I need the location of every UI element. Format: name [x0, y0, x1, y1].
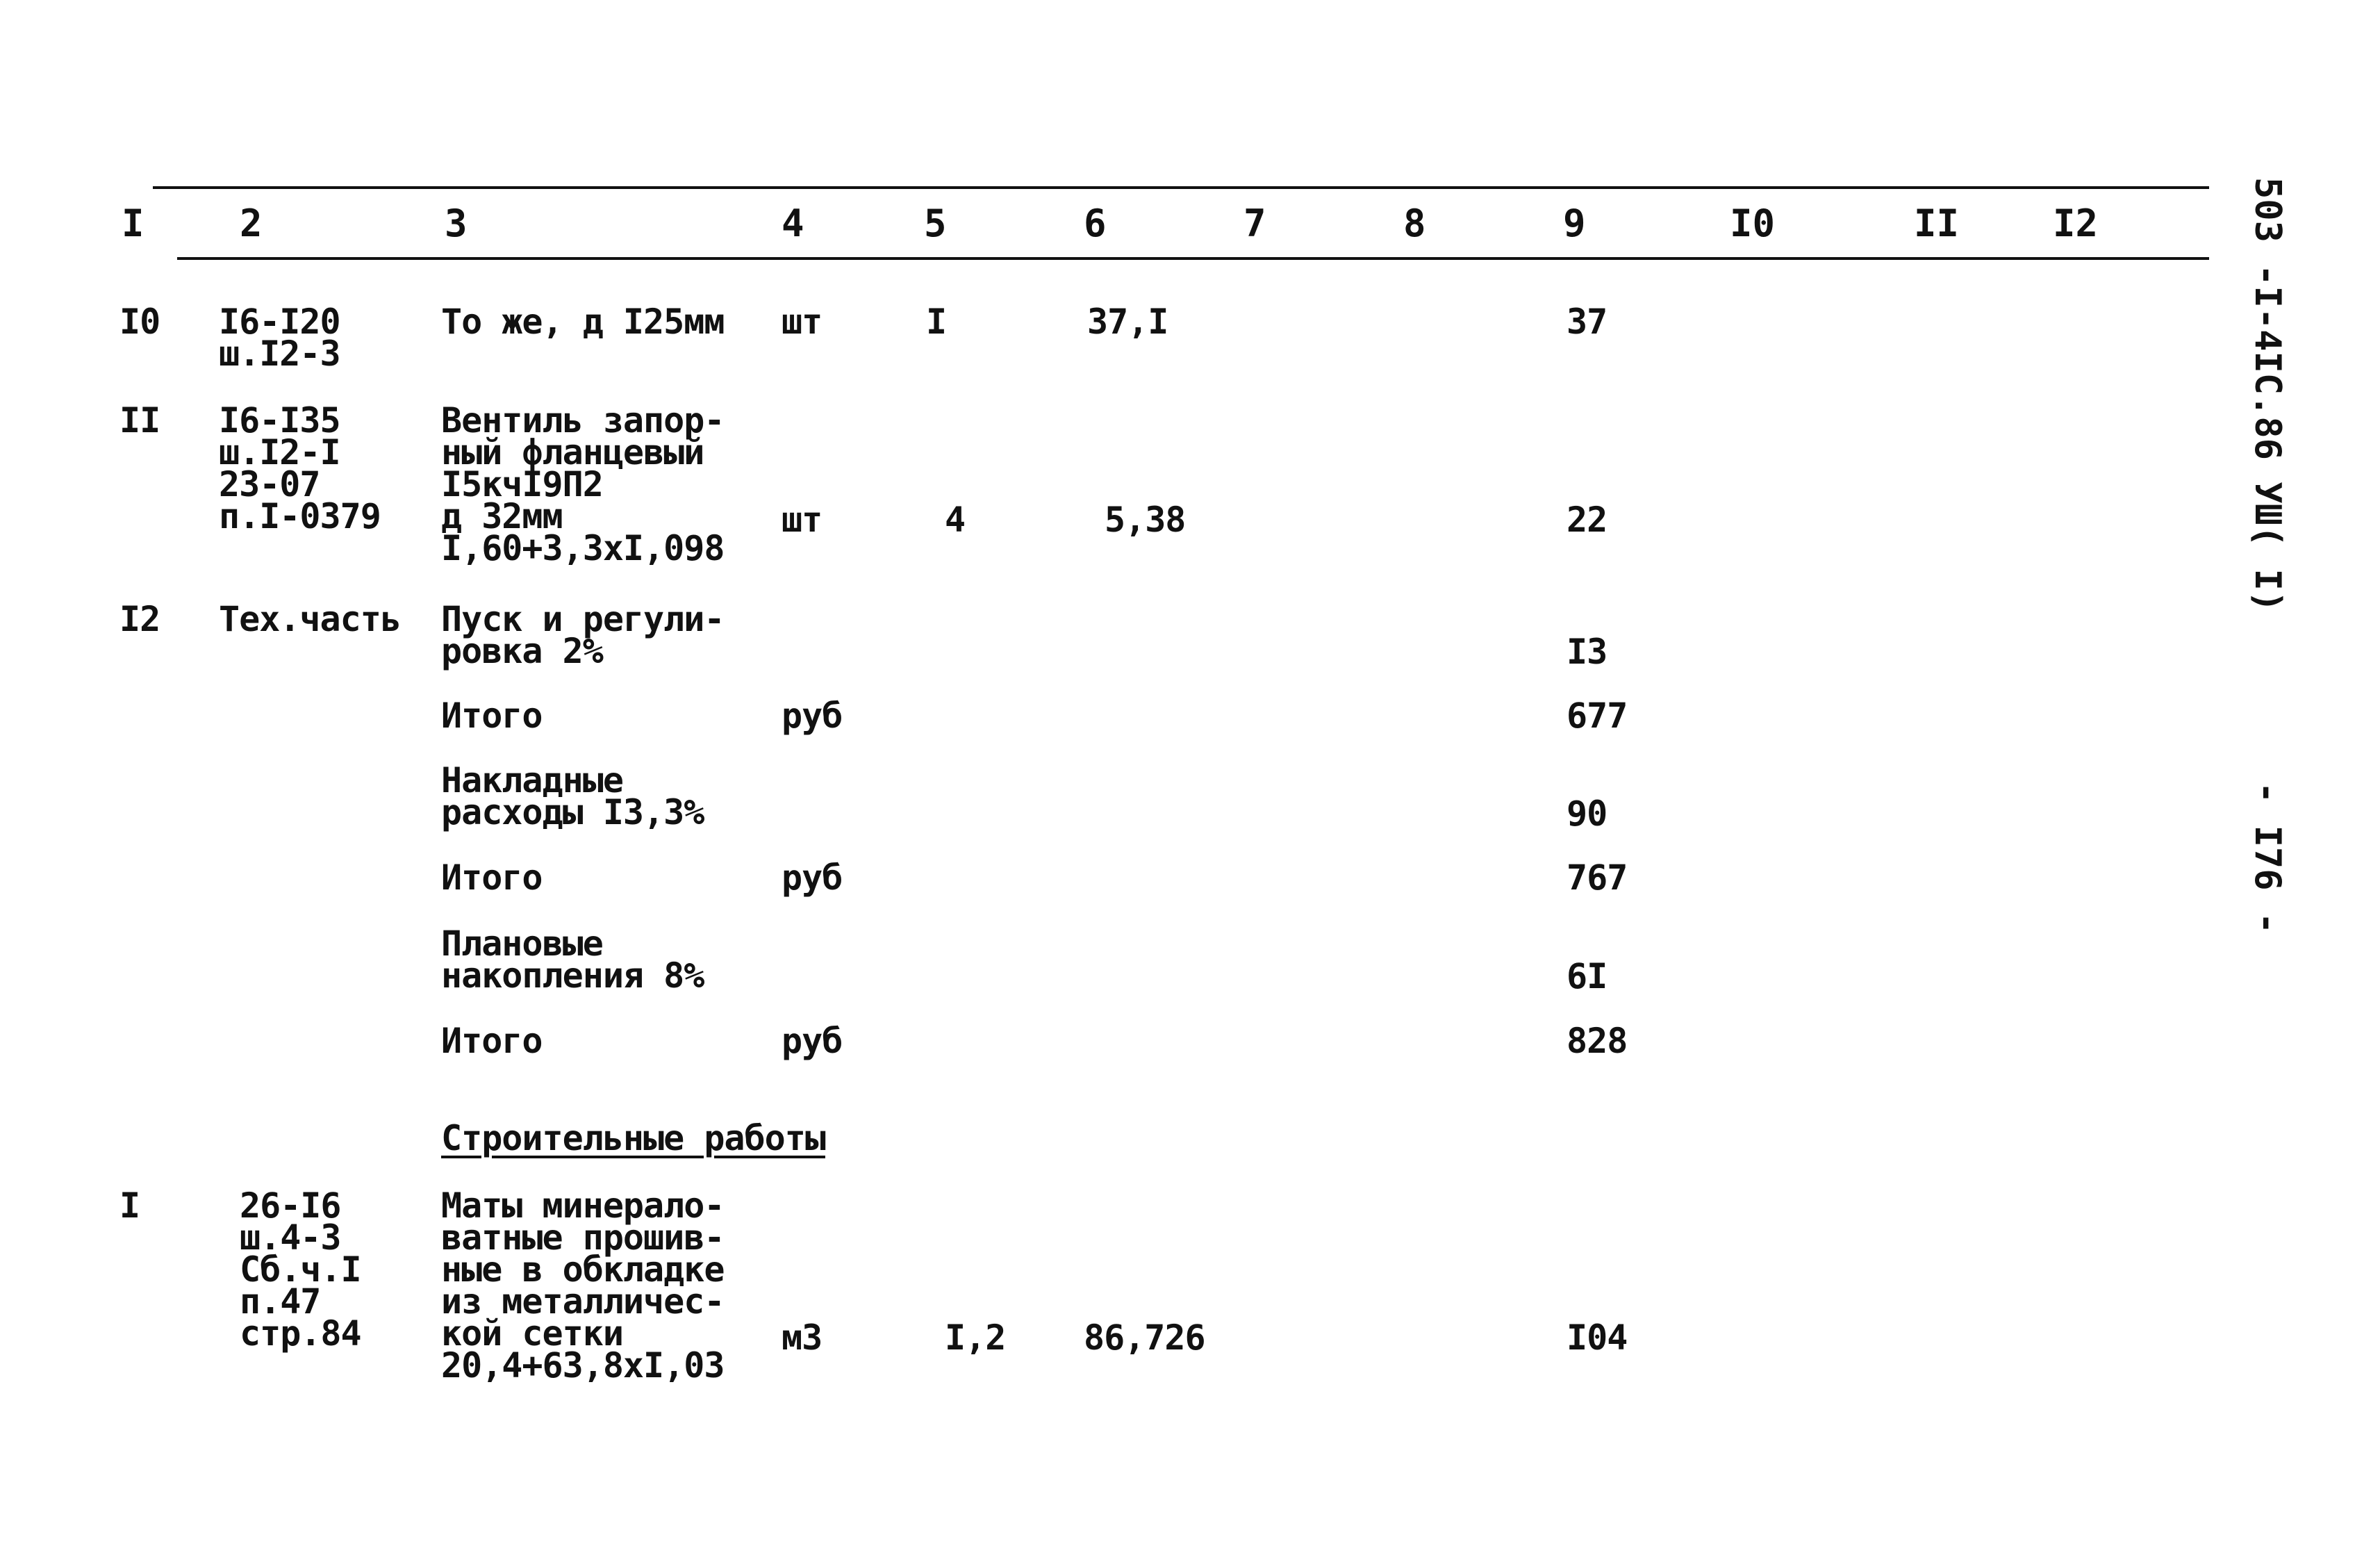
header-bottom-rule [177, 257, 2209, 260]
col-header-11: II [1914, 202, 1960, 245]
col-header-6: 6 [1084, 202, 1107, 245]
row-total: I3 [1567, 632, 1608, 672]
page-number: - I76 - [2247, 782, 2288, 935]
total-value: 828 [1567, 1021, 1628, 1061]
row-quantity: I,2 [945, 1317, 1006, 1358]
subtotal-unit: руб [782, 857, 843, 898]
row-unit: м3 [782, 1317, 823, 1358]
col-header-5: 5 [924, 202, 947, 245]
row-unit: шт [782, 500, 823, 540]
col-header-4: 4 [782, 202, 804, 245]
section-heading: Строительные работы [441, 1118, 825, 1158]
row-description: Маты минерало- ватные прошив- ные в обкладке из металличес- кой сетки 20,4+63,8хI,03 [441, 1185, 725, 1386]
row-total: 22 [1567, 500, 1608, 540]
col-header-1: I [122, 202, 144, 245]
document-code: 503 -I-4IС.86 УШ( I) [2247, 177, 2288, 613]
row-reference: I6-I20 ш.I2-3 [219, 302, 340, 374]
row-number: I [119, 1185, 140, 1226]
row-number: I2 [119, 599, 160, 639]
col-header-10: I0 [1730, 202, 1776, 245]
planned-savings-label: Плановые накопления 8% [441, 923, 704, 996]
row-number: I0 [119, 302, 160, 342]
col-header-9: 9 [1563, 202, 1586, 245]
row-description: Пуск и регули- ровка 2% [441, 599, 725, 671]
subtotal-value: 677 [1567, 696, 1628, 736]
row-description: То же, д I25мм [441, 302, 725, 342]
row-quantity: I [926, 302, 947, 342]
subtotal-label: Итого [441, 696, 543, 736]
row-reference: Тех.часть [219, 599, 401, 639]
row-total: I04 [1567, 1317, 1628, 1358]
col-header-3: 3 [445, 202, 468, 245]
col-header-2: 2 [240, 202, 263, 245]
overhead-label: Накладные расходы I3,3% [441, 760, 704, 832]
total-label: Итого [441, 1021, 543, 1061]
subtotal-unit: руб [782, 696, 843, 736]
col-header-7: 7 [1243, 202, 1266, 245]
row-description: Вентиль запор- ный фланцевый I5кчI9П2 д 32мм I,60+3,3хI,098 [441, 400, 725, 568]
row-unit: шт [782, 302, 823, 342]
col-header-12: I2 [2053, 202, 2099, 245]
row-unit-price: 5,38 [1105, 500, 1186, 540]
row-unit-price: 86,726 [1084, 1317, 1205, 1358]
row-reference: 26-I6 ш.4-3 Сб.ч.I п.47 стр.84 [240, 1185, 361, 1354]
row-number: II [119, 400, 160, 441]
overhead-value: 90 [1567, 794, 1608, 834]
row-total: 37 [1567, 302, 1608, 342]
row-reference: I6-I35 ш.I2-I 23-07 п.I-0379 [219, 400, 381, 536]
row-quantity: 4 [945, 500, 966, 540]
header-top-rule [153, 186, 2209, 189]
col-header-8: 8 [1403, 202, 1426, 245]
planned-savings-value: 6I [1567, 956, 1608, 996]
total-unit: руб [782, 1021, 843, 1061]
row-unit-price: 37,I [1087, 302, 1168, 342]
subtotal-value: 767 [1567, 857, 1628, 898]
subtotal-label: Итого [441, 857, 543, 898]
